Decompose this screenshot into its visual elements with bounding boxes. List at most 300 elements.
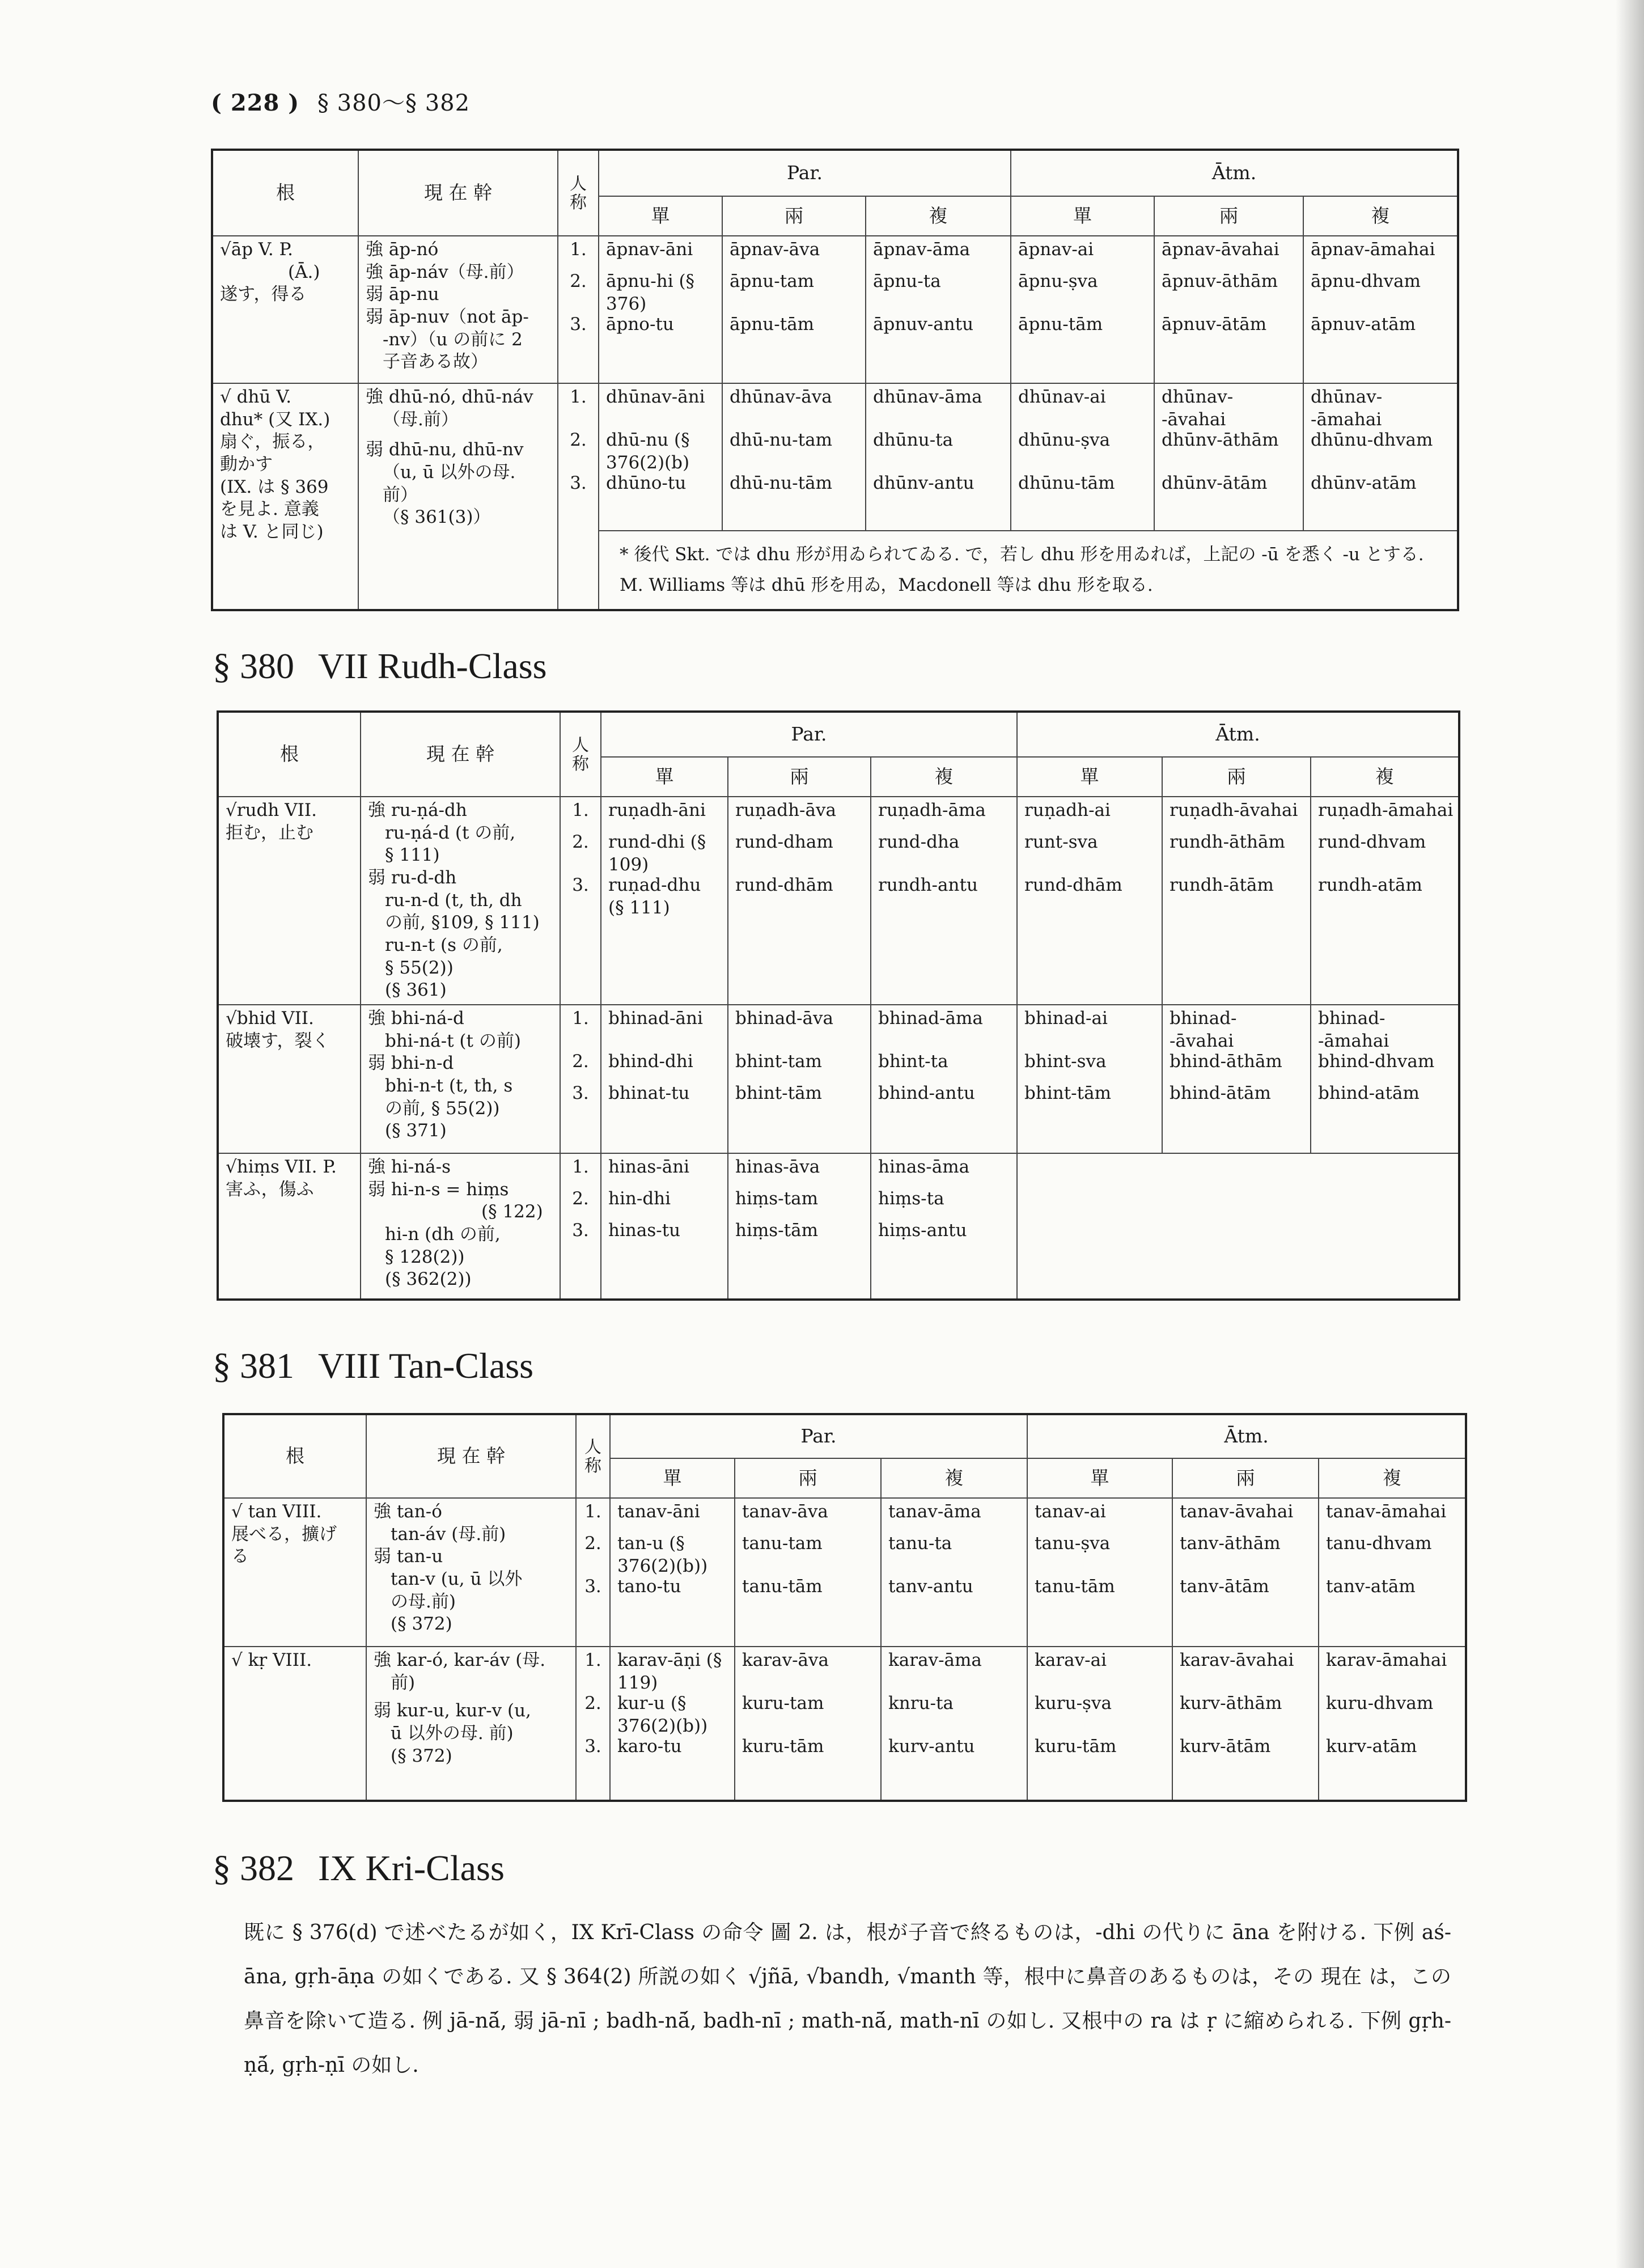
section-title: VIII Tan-Class [318,1345,534,1386]
stem-line: 弱 hi-n-s = hiṃs [368,1179,509,1200]
stem-line: ru-n-d (t, th, dh [385,890,522,911]
stem-line: 強 bhi-ná-d [368,1008,464,1029]
form: tanav-āni [617,1501,700,1522]
stem-line: § 55(2)) [385,957,454,978]
stem-line: § 111) [385,845,440,866]
form-cell [1162,1005,1311,1153]
form: bhinad-āni [608,1008,703,1029]
form: kuru-ṣva [1035,1693,1112,1713]
stem-line: ru-ṇá-d (t の前, [385,822,516,843]
form: bhind-āthām [1170,1051,1282,1072]
form: hiṃs-tam [735,1188,818,1209]
form: bhint-tam [735,1051,822,1072]
form: rund-dhām [1024,875,1122,895]
form: āpnav-āma [873,239,971,260]
person-1: 1. [570,387,587,407]
table-row [212,383,1458,531]
root-cell [223,1647,366,1801]
form: hinas-āva [735,1157,820,1178]
form: rund-dhvam [1318,832,1426,852]
root-line: √ dhū V. [220,387,292,407]
section-range: § 380～§ 382 [317,90,471,116]
table-row [223,1647,1466,1801]
form: āpnuv-āthām [1162,271,1278,291]
stem-cell [358,383,558,610]
stem-line: 弱 kur-u, kur-v (u, [374,1700,531,1721]
stem-line: tan-v (u, ū 以外 [391,1569,523,1590]
running-header [211,85,470,117]
form: karav-āvahai [1180,1650,1294,1670]
form: dhū-nu-tām [730,473,832,493]
form: dhūnav- -āvahai [1162,387,1234,430]
col-header-pl: 複 [1319,1458,1466,1498]
root-line: dhu* (又 IX.) [220,409,331,430]
form-cell [1011,383,1154,531]
col-header-par: Par. [610,1414,1027,1458]
form-cell [610,1647,735,1801]
form-cell [735,1647,881,1801]
root-line: √āp V. P. [220,239,294,260]
person-cell [560,1005,601,1153]
form-cell [1154,383,1303,531]
form-cell [866,236,1011,383]
section-title: IX Kri-Class [318,1848,505,1888]
form: āpnuv-atām [1311,314,1416,335]
form: dhūnv-antu [873,473,974,493]
stem-line: (§ 362(2)) [385,1269,472,1290]
table-row [218,1153,1459,1300]
form: rund-dhi (§ 109) [608,832,706,875]
form-cell [871,1153,1017,1300]
form-cell [881,1498,1027,1647]
form: ruṇadh-āvahai [1170,800,1298,820]
footnote: * 後代 Skt. では dhu 形が用ゐられてゐる. で，若し dhu 形を用ゐれば，上記の -ū を悉く -u とする. M. Williams 等は dhū 形を用ゐ，Macdonell 等は dhu 形を取る. [599,531,1458,610]
form-cell [1017,1005,1162,1153]
form: hiṃs-tām [735,1220,818,1241]
form: kurv-antu [888,1736,975,1757]
col-header-pl: 複 [1311,757,1459,797]
col-header-du: 兩 [1162,757,1311,797]
col-header-pl: 複 [1303,196,1458,236]
table-row [223,1498,1466,1647]
form-cell [601,1153,728,1300]
col-header-stem: 現 在 幹 [366,1414,576,1498]
form-cell [728,1153,871,1300]
root-line: √hiṃs VII. P. [226,1157,337,1178]
root-line: (Ā.) [288,261,320,282]
root-meaning: る [231,1546,249,1567]
form: āpnav-āmahai [1311,239,1435,260]
root-line: √ tan VIII. [231,1501,322,1522]
form: kurv-ātām [1180,1736,1271,1757]
col-header-stem: 現 在 幹 [361,712,560,797]
section-heading-382 [213,1847,505,1889]
form: āpnu-tām [730,314,815,335]
col-header-sg: 單 [601,757,728,797]
form: kuru-dhvam [1326,1693,1434,1713]
person-2: 2. [570,430,587,450]
form: dhūnu-dhvam [1311,430,1433,450]
stem-line: 強 hi-ná-s [368,1157,451,1178]
table-su-class [211,149,1459,611]
form: dhūnav-āma [873,387,982,407]
form: bhint-tām [735,1083,822,1104]
form: āpnu-tam [730,271,815,291]
stem-line: ū 以外の母. 前) [391,1723,514,1744]
form: ruṇadh-āma [878,800,986,820]
table-row [218,1005,1459,1153]
person-cell [576,1647,610,1801]
stem-line: 弱 tan-u [374,1546,443,1567]
form: dhū-nu-tam [730,430,832,450]
stem-line: (§ 371) [385,1120,447,1141]
stem-line: (§ 361) [385,980,447,1001]
form-cell [1172,1498,1319,1647]
stem-line: (§ 122) [481,1201,543,1222]
form: ruṇadh-ai [1024,800,1111,820]
stem-cell [366,1647,576,1801]
stem-line: の母.前) [391,1591,456,1612]
person-3: 3. [570,473,587,493]
form: āpnu-tām [1018,314,1103,335]
form: bhind-atām [1318,1083,1420,1104]
form-cell [728,797,871,1005]
col-header-stem: 現 在 幹 [358,150,558,236]
form: dhūnv-ātām [1162,473,1268,493]
form: bhinat-tu [608,1083,690,1104]
form: karo-tu [617,1736,682,1757]
person-3: 3. [570,314,587,335]
person-2: 2. [572,832,589,852]
form-cell [735,1498,881,1647]
form-cell [881,1647,1027,1801]
root-line: √ kṛ VIII. [231,1650,312,1670]
form: dhūnv-atām [1311,473,1417,493]
form: dhūnv-āthām [1162,430,1279,450]
col-header-pl: 複 [871,757,1017,797]
stem-line: tan-áv (母.前) [391,1524,506,1545]
form: rundh-ātām [1170,875,1274,895]
form: kuru-tam [742,1693,824,1713]
root-meaning: 破壊す，裂く [226,1030,330,1051]
person-cell [560,1153,601,1300]
form: bhinad-āva [735,1008,833,1029]
form-cell [1027,1498,1172,1647]
form: rundh-antu [878,875,978,895]
form-cell [1017,797,1162,1005]
form: āpnav-āni [606,239,693,260]
form: bhinad-āma [878,1008,983,1029]
root-meaning: 遂す，得る [220,284,307,305]
person-3: 3. [572,1220,589,1241]
form: kurv-atām [1326,1736,1417,1757]
form: runt-sva [1024,832,1098,852]
root-meaning: 動かす [220,454,273,475]
form: bhint-tām [1024,1083,1111,1104]
person-cell [558,236,599,383]
empty-atm-cell [1017,1153,1459,1300]
form: hinas-tu [608,1220,681,1241]
form: rundh-āthām [1170,832,1285,852]
person-cell [560,797,601,1005]
form-cell [1154,236,1303,383]
stem-line: 強 tan-ó [374,1501,442,1522]
form: hin-dhi [608,1188,671,1209]
form: āpnuv-antu [873,314,974,335]
form: āpnav-āvahai [1162,239,1279,260]
form: kuru-tām [742,1736,824,1757]
form: ruṇadh-āmahai [1318,800,1454,820]
form: tanv-āthām [1180,1533,1281,1554]
person-1: 1. [572,800,589,820]
form: bhint-ta [878,1051,948,1072]
root-note: を見よ. 意義 [220,499,319,520]
form: āpno-tu [606,314,674,335]
form: tan-u (§ 376(2)(b)) [617,1533,708,1576]
section-title: VII Rudh-Class [318,646,547,686]
root-cell [212,236,358,383]
form-cell [1311,797,1459,1005]
form: rundh-atām [1318,875,1422,895]
form: rund-dha [878,832,960,852]
form: bhinad-ai [1024,1008,1108,1029]
col-header-pl: 複 [881,1458,1027,1498]
form: dhūnu-ṣva [1018,430,1111,450]
root-line: √rudh VII. [226,800,317,820]
form-cell [1011,236,1154,383]
form: ruṇadh-āni [608,800,706,820]
root-line: √bhid VII. [226,1008,314,1029]
person-cell [576,1498,610,1647]
section-number: § 380 [213,646,294,686]
stem-line: § 128(2)) [385,1246,465,1267]
stem-cell [358,236,558,383]
form: karav-āṇi (§ 119) [617,1650,722,1693]
form: tanav-āma [888,1501,981,1522]
form: karav-āma [888,1650,982,1670]
root-note: (IX. は § 369 [220,476,329,497]
stem-line: 弱 bhi-n-d [368,1053,454,1074]
col-header-du: 兩 [735,1458,881,1498]
form: ruṇad-dhu (§ 111) [608,875,701,918]
form: bhind-dhvam [1318,1051,1435,1072]
col-header-par: Par. [601,712,1017,757]
form: tanu-tām [742,1576,823,1597]
form: dhū-nu (§ 376(2)(b) [606,430,690,473]
section-382-paragraph: 既に § 376(d) で述べたるが如く，IX Krī-Class の命令 圖 2. は，根が子音で終るものは，-dhi の代りに āna を附ける. 下例 aś-āna, gṛh-āṇa の如くである. 又 § 364(2) 所説の如く √jñā, √bandh, √manth 等，根中に鼻音のあるものは，その 現在 は，この鼻音を除いて造る. 例 jā-nā́, 弱 jā-nī ; badh-nā́, badh-nī ; math-nā́, math-nī の如し. 又根中の ra は ṛ に縮められる. 下例 gṛh-ṇā́, gṛh-ṇī の如し. [244,1921,1451,2077]
stem-line: 強 kar-ó, kar-áv (母. [374,1650,546,1670]
root-cell [218,1005,361,1153]
page-number: ( 228 ) [211,90,300,116]
root-note: は V. と同じ) [220,522,324,543]
form: dhūnu-ta [873,430,954,450]
section-number: § 382 [213,1848,294,1888]
root-cell [223,1498,366,1647]
form: tano-tu [617,1576,681,1597]
col-header-person: 人称 [576,1414,610,1498]
root-meaning: 拒む，止む [226,822,313,843]
form: dhūnav-āva [730,387,832,407]
stem-cell [361,797,560,1005]
form: bhind-ātām [1170,1083,1271,1104]
stem-line: (§ 372) [391,1614,452,1635]
person-2: 2. [584,1693,601,1713]
form: dhūnav-ai [1018,387,1106,407]
form-cell [601,797,728,1005]
form: tanv-antu [888,1576,973,1597]
person-2: 2. [572,1051,589,1072]
form: hinas-āma [878,1157,970,1178]
root-meaning: 扇ぐ，振る， [220,431,325,452]
form-cell [1303,236,1458,383]
col-header-root: 根 [223,1414,366,1498]
table-tan-class [222,1413,1467,1802]
stem-cell [366,1498,576,1647]
form-cell [1319,1498,1466,1647]
form-cell [722,236,866,383]
stem-line: の前, § 55(2)) [385,1098,500,1119]
person-3: 3. [572,1083,589,1104]
person-1: 1. [570,239,587,260]
stem-line: 強 dhū-nó, dhū-náv [366,387,533,407]
form: tanav-ai [1035,1501,1106,1522]
form-cell [871,797,1017,1005]
form: rund-dhām [735,875,833,895]
person-1: 1. [584,1501,601,1522]
form: tanu-dhvam [1326,1533,1432,1554]
form: tanv-ātām [1180,1576,1269,1597]
table-row [218,797,1459,1005]
stem-line: 前) [391,1672,416,1693]
stem-line: hi-n (dh の前, [385,1224,501,1245]
form: hiṃs-antu [878,1220,967,1241]
col-header-du: 兩 [1154,196,1303,236]
form-cell [1172,1647,1319,1801]
table-row [212,236,1458,383]
form: āpnav-ai [1018,239,1094,260]
form: tanav-āvahai [1180,1501,1294,1522]
stem-line: bhi-n-t (t, th, s [385,1076,513,1097]
page-edge-shadow [1616,0,1644,2268]
stem-line: 強 āp-náv（母.前） [366,261,524,282]
stem-line: bhi-ná-t (t の前) [385,1030,521,1051]
person-2: 2. [584,1533,601,1554]
table-rudh-class [217,710,1460,1301]
col-header-root: 根 [218,712,361,797]
form: āpnuv-ātām [1162,314,1267,335]
stem-line: （母.前） [383,409,459,430]
person-2: 2. [570,271,587,291]
section-number: § 381 [213,1345,294,1386]
form-cell [1311,1005,1459,1153]
stem-line: ru-n-t (s の前, [385,935,503,956]
form-cell [601,1005,728,1153]
stem-line: 弱 dhū-nu, dhū-nv [366,439,524,460]
form: tanu-ta [888,1533,952,1554]
form: āpnu-hi (§ 376) [606,271,695,314]
form: dhūnu-tām [1018,473,1115,493]
form: bhint-sva [1024,1051,1107,1072]
form-cell [599,236,722,383]
form: kurv-āthām [1180,1693,1282,1713]
form: dhūno-tu [606,473,687,493]
person-3: 3. [584,1576,601,1597]
form-cell [1162,797,1311,1005]
stem-line: （§ 361(3)） [383,507,491,528]
form: tanv-atām [1326,1576,1416,1597]
form-cell [722,383,866,531]
col-header-sg: 單 [599,196,722,236]
col-header-par: Par. [599,150,1011,196]
form: hinas-āni [608,1157,690,1178]
col-header-du: 兩 [1172,1458,1319,1498]
form: bhind-dhi [608,1051,693,1072]
form: tanav-āmahai [1326,1501,1447,1522]
col-header-sg: 單 [610,1458,735,1498]
root-meaning: 展べる，擴げ [231,1524,337,1545]
stem-line: の前, §109, § 111) [385,912,540,933]
root-cell [218,1153,361,1300]
stem-line: (§ 372) [391,1745,452,1766]
col-header-sg: 單 [1027,1458,1172,1498]
form: bhind-antu [878,1083,975,1104]
stem-line: 前） [383,484,418,505]
form-cell [599,383,722,531]
form-cell [728,1005,871,1153]
form: tanu-ṣva [1035,1533,1111,1554]
form: knru-ta [888,1693,954,1713]
form: āpnav-āva [730,239,820,260]
form-cell [866,383,1011,531]
form: karav-āmahai [1326,1650,1447,1670]
form: kur-u (§ 376(2)(b)) [617,1693,708,1736]
person-3: 3. [572,875,589,895]
section-heading-380 [213,645,547,687]
person-1: 1. [584,1650,601,1670]
stem-line: 強 āp-nó [366,239,439,260]
root-cell [218,797,361,1005]
stem-line: （u, ū 以外の母. [383,462,516,483]
form: ruṇadh-āva [735,800,836,820]
form: karav-āva [742,1650,829,1670]
form: āpnu-ṣva [1018,271,1098,291]
form: āpnu-dhvam [1311,271,1421,291]
form: rund-dham [735,832,833,852]
col-header-sg: 單 [1011,196,1154,236]
stem-cell [361,1005,560,1153]
stem-line: 強 ru-ṇá-dh [368,800,467,820]
stem-cell [361,1153,560,1300]
form-cell [871,1005,1017,1153]
form: tanu-tām [1035,1576,1115,1597]
stem-line: 弱 ru-d-dh [368,868,457,888]
col-header-root: 根 [212,150,358,236]
form-cell [1303,383,1458,531]
stem-line: 弱 āp-nuv（not āp- [366,307,529,328]
person-1: 1. [572,1008,589,1029]
col-header-du: 兩 [722,196,866,236]
col-header-atm: Ātm. [1027,1414,1466,1458]
stem-line: -nv）（u の前に 2 [383,329,523,350]
form-cell [610,1498,735,1647]
col-header-sg: 單 [1017,757,1162,797]
section-heading-381 [213,1345,533,1387]
form: dhūnav-āni [606,387,705,407]
form: kuru-tām [1035,1736,1117,1757]
person-1: 1. [572,1157,589,1178]
form: bhinad- -āvahai [1170,1008,1237,1051]
form: āpnu-ta [873,271,941,291]
